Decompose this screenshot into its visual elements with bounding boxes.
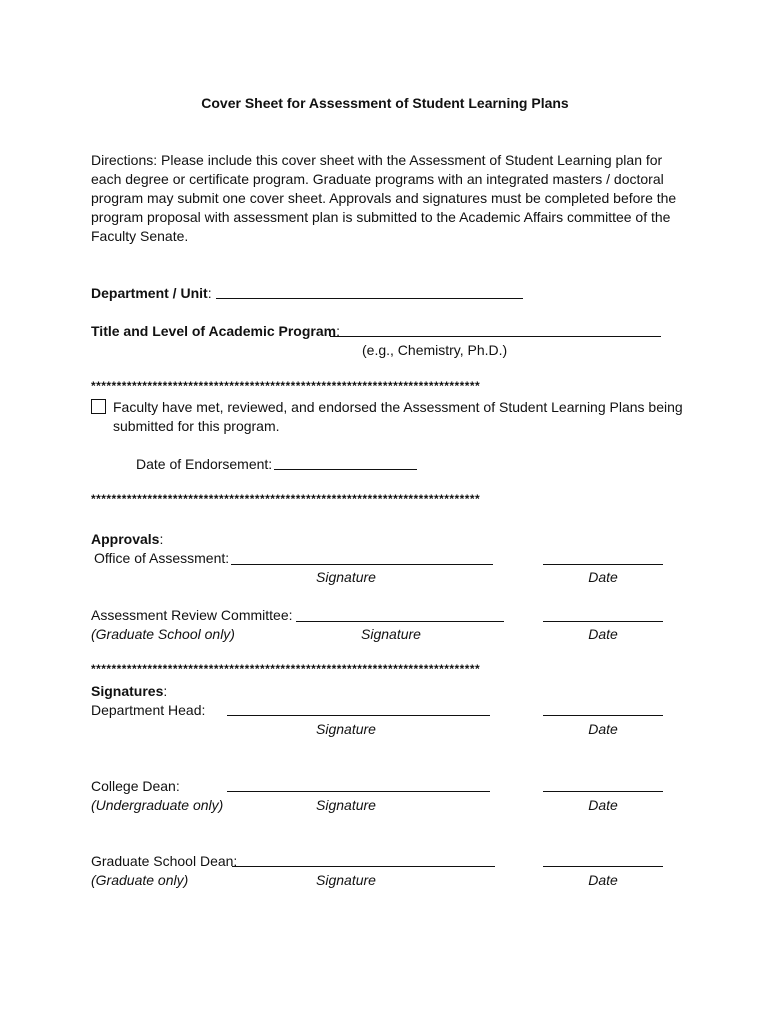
endorsement-checkbox[interactable] xyxy=(91,399,106,414)
signatures-heading-row xyxy=(91,682,167,700)
program-example: (e.g., Chemistry, Ph.D.) xyxy=(362,342,508,358)
grad-dean-date-line[interactable] xyxy=(543,866,663,867)
department-head-date-line[interactable] xyxy=(543,715,663,716)
department-field-line[interactable] xyxy=(216,298,523,299)
directions-text: Directions: Please include this cover sheet with the Assessment of Student Learning plan for each degree or certificate program. Graduate programs with an integrated masters / doctoral program may submit one cover sheet. Approvals and signatures must be completed before the program proposal with assessment plan is submitted to the Academic Affairs committee of the Faculty Senate. xyxy=(91,152,677,244)
grad-dean-note: (Graduate only) xyxy=(91,872,189,888)
endorsement-date-label: Date of Endorsement: xyxy=(136,456,273,472)
college-dean-note: (Undergraduate only) xyxy=(91,797,224,813)
separator-2: **************************************************************************** xyxy=(91,492,481,506)
endorsement-text-2: submitted for this program. xyxy=(113,418,280,434)
signatures-colon: : xyxy=(163,683,168,699)
department-head-signature-caption: Signature xyxy=(316,721,376,737)
approvals-heading: Approvals xyxy=(91,531,160,547)
college-dean-signature-line[interactable] xyxy=(227,791,490,792)
department-label: Department / Unit xyxy=(91,285,208,301)
college-dean-signature-caption: Signature xyxy=(316,797,376,813)
grad-dean-date-caption: Date xyxy=(588,872,618,888)
grad-dean-label: Graduate School Dean: xyxy=(91,853,238,869)
department-head-date-caption: Date xyxy=(588,721,618,737)
department-colon: : xyxy=(207,285,212,301)
office-assessment-label: Office of Assessment: xyxy=(94,550,230,566)
office-assessment-date-line[interactable] xyxy=(543,564,663,565)
department-label-row xyxy=(91,284,212,302)
program-colon: : xyxy=(336,323,340,339)
grad-dean-signature-caption: Signature xyxy=(316,872,376,888)
program-label-row xyxy=(91,322,340,340)
review-committee-signature-line[interactable] xyxy=(296,621,504,622)
program-label: Title and Level of Academic Program xyxy=(91,323,337,339)
review-committee-date-line[interactable] xyxy=(543,621,663,622)
endorsement-text-1: Faculty have met, reviewed, and endorsed the Assessment of Student Learning Plans being xyxy=(113,399,683,415)
department-head-signature-line[interactable] xyxy=(227,715,490,716)
college-dean-label: College Dean: xyxy=(91,778,180,794)
department-head-label: Department Head: xyxy=(91,702,206,718)
office-assessment-signature-line[interactable] xyxy=(231,564,493,565)
college-dean-date-caption: Date xyxy=(588,797,618,813)
review-committee-date-caption: Date xyxy=(588,626,618,642)
program-field-line[interactable] xyxy=(330,336,661,337)
review-committee-signature-caption: Signature xyxy=(361,626,421,642)
review-committee-note: (Graduate School only) xyxy=(91,626,235,642)
approvals-colon: : xyxy=(159,531,164,547)
separator-1: **************************************************************************** xyxy=(91,379,481,393)
signatures-heading: Signatures xyxy=(91,683,164,699)
office-assessment-date-caption: Date xyxy=(588,569,618,585)
grad-dean-signature-line[interactable] xyxy=(232,866,495,867)
review-committee-label: Assessment Review Committee: xyxy=(91,607,293,623)
college-dean-date-line[interactable] xyxy=(543,791,663,792)
endorsement-date-line[interactable] xyxy=(274,469,417,470)
separator-3: **************************************************************************** xyxy=(91,662,481,676)
page-title: Cover Sheet for Assessment of Student Learning Plans xyxy=(201,95,569,111)
office-assessment-signature-caption: Signature xyxy=(316,569,376,585)
approvals-heading-row xyxy=(91,530,163,548)
